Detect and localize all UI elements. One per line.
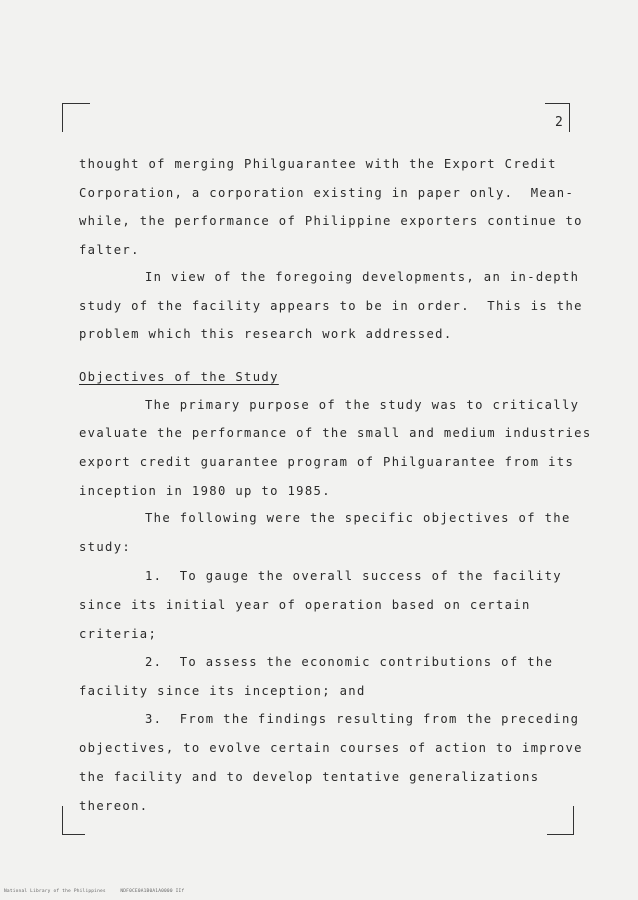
paragraph-3-line: export credit guarantee program of Philguarantee from its: [79, 455, 575, 469]
objective-1-line: since its initial year of operation based on certain: [79, 598, 531, 612]
paragraph-1-line: thought of merging Philguarantee with the Export Credit: [79, 157, 557, 171]
corner-mark-bottom-right: [547, 806, 574, 835]
objective-2-line: 2. To assess the economic contributions of the: [145, 655, 554, 669]
paragraph-2-line: study of the facility appears to be in order. This is the: [79, 299, 583, 313]
objective-2-line: facility since its inception; and: [79, 684, 366, 698]
paragraph-3-line: The primary purpose of the study was to critically: [145, 398, 580, 412]
paragraph-3-line: inception in 1980 up to 1985.: [79, 484, 331, 498]
objective-3-line: thereon.: [79, 799, 149, 813]
objective-3-line: 3. From the findings resulting from the preceding: [145, 712, 580, 726]
paragraph-1-line: while, the performance of Philippine exporters continue to: [79, 214, 583, 228]
objective-1-line: 1. To gauge the overall success of the facility: [145, 569, 562, 583]
paragraph-1-line: falter.: [79, 243, 140, 257]
objective-3-line: the facility and to develop tentative generalizations: [79, 770, 540, 784]
paragraph-4-line: study:: [79, 540, 132, 554]
paragraph-1-line: Corporation, a corporation existing in paper only. Mean-: [79, 186, 575, 200]
corner-mark-top-left: [62, 103, 90, 132]
page-number: 2: [555, 115, 563, 130]
paragraph-4-line: The following were the specific objectives of the: [145, 511, 571, 525]
scan-footer: National Library of the Philippines NDF0CE0A1B0A1A0000 IIf: [4, 889, 185, 894]
section-heading: Objectives of the Study: [79, 370, 279, 384]
paragraph-2-line: problem which this research work addressed.: [79, 327, 453, 341]
paragraph-3-line: evaluate the performance of the small and medium industries: [79, 426, 592, 440]
paragraph-2-line: In view of the foregoing developments, an in-depth: [145, 270, 580, 284]
objective-3-line: objectives, to evolve certain courses of action to improve: [79, 741, 583, 755]
objective-1-line: criteria;: [79, 627, 158, 641]
